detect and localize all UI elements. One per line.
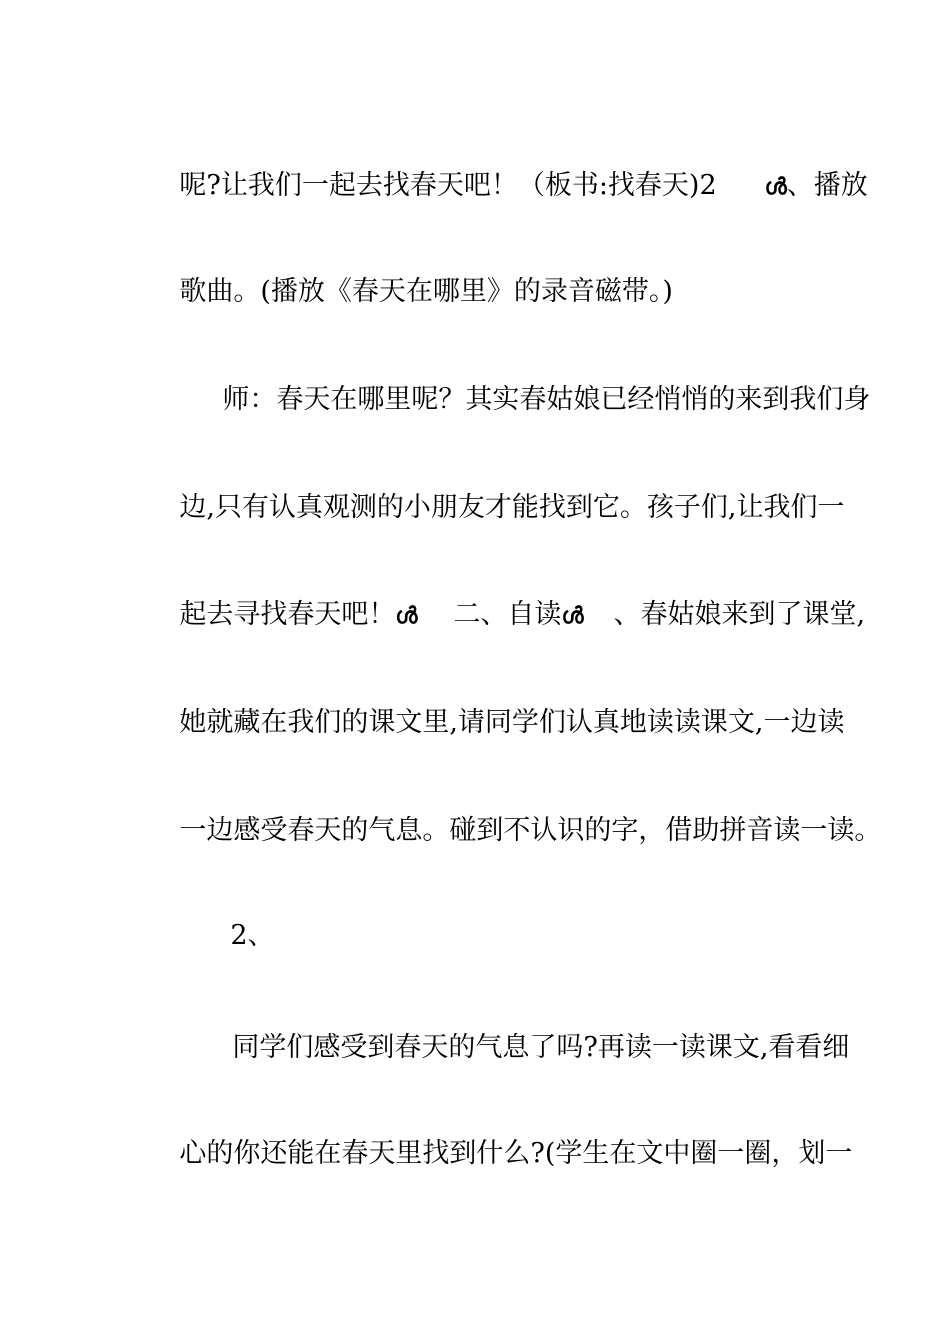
text-segment: 呢?让我们一起去找春天吧！（板书:找春天)2 [179,170,717,201]
bullet-symbol-icon: ൾ [561,604,584,629]
text-line-3 [188,352,870,448]
text-segment: 二、自读 [453,599,562,630]
text-segment: 一边感受春天的气息。碰到不认识的字，借助拼音读一读。 [179,815,882,846]
text-line-2 [145,244,673,340]
text-segment: 边,只有认真观测的小朋友才能找到它。孩子们,让我们一 [179,492,845,523]
text-segment: 2、 [230,920,275,951]
bullet-symbol-icon: ൾ [395,604,418,629]
text-line-5 [145,567,865,665]
text-segment: 同学们感受到春天的气息了吗?再读一读课文,看看细 [232,1032,850,1063]
text-line-4 [145,460,845,556]
text-line-7 [145,783,881,879]
text-line-8 [196,888,275,984]
text-segment: 师：春天在哪里呢？其实春姑娘已经悄悄的来到我们身 [222,384,871,415]
text-segment: 起去寻找春天吧！ [179,599,396,630]
text-line-6 [145,675,845,771]
text-segment: 歌曲。(播放《春天在哪里》的录音磁带。) [179,276,673,307]
bullet-symbol-icon: ൾ [764,175,787,200]
text-segment: 心的你还能在春天里找到什么?(学生在文中圈一圈，划一 [179,1138,853,1169]
text-segment: 、播放 [786,170,868,201]
text-segment: 她就藏在我们的课文里,请同学们认真地读读课文,一边读 [179,707,845,738]
text-line-10 [145,1106,852,1202]
text-line-9 [198,1000,849,1096]
text-segment: 、春姑娘来到了课堂, [613,599,866,630]
text-line-1 [145,138,868,236]
